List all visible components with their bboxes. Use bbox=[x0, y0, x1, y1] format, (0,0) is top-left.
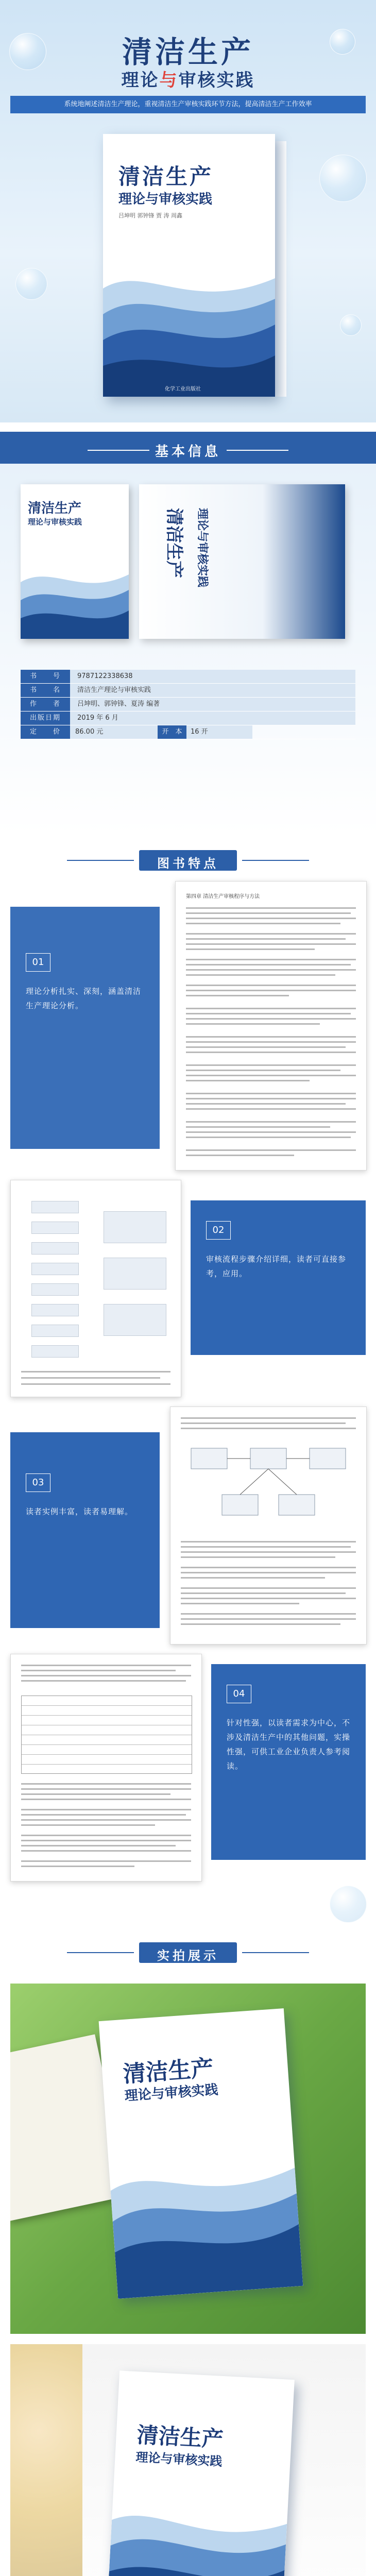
book-spine-view bbox=[139, 484, 345, 639]
cover-authors: 吕坤明 郭钟锋 贾 涛 周鑫 bbox=[118, 212, 182, 219]
info-row-author bbox=[21, 698, 355, 711]
info-key: 书 名 bbox=[21, 684, 70, 697]
photo-cover-title: 清洁生产 bbox=[136, 2422, 224, 2452]
section-title: 基本信息 bbox=[155, 444, 221, 460]
info-value-format: 16 开 bbox=[186, 725, 252, 739]
process-diagram bbox=[186, 1438, 351, 1531]
cover-publisher: 化学工业出版社 bbox=[165, 386, 201, 392]
cover-wave-art bbox=[103, 258, 275, 397]
divider bbox=[227, 450, 288, 451]
feature-card-02 bbox=[191, 1200, 366, 1355]
hero-title-part-a: 理论 bbox=[121, 70, 160, 91]
flat-book-cover bbox=[21, 484, 129, 639]
info-value: 清洁生产理论与审核实践 bbox=[70, 684, 355, 697]
photo-cover-subtitle: 理论与审核实践 bbox=[135, 2450, 223, 2469]
info-key-format: 开 本 bbox=[158, 725, 186, 739]
feature-card-03 bbox=[10, 1432, 160, 1628]
bubble-decoration bbox=[330, 1886, 367, 1923]
bubble-decoration bbox=[319, 155, 367, 202]
hero-title-line2 bbox=[0, 66, 376, 91]
info-value: 9787122338638 bbox=[70, 670, 355, 683]
feature-card-04 bbox=[211, 1664, 366, 1860]
divider bbox=[67, 860, 134, 861]
photo-book-cover bbox=[99, 2008, 303, 2299]
info-row-date bbox=[21, 711, 355, 725]
info-value: 吕坤明、郭钟锋、夏涛 编著 bbox=[70, 698, 355, 711]
info-row-price bbox=[21, 725, 355, 739]
feature-text: 针对性强，以读者需求为中心，不涉及清洁生产中的其他问题，实操性强，可供工业企业负责人参考阅读。 bbox=[227, 1718, 351, 1771]
section-title: 图书特点 bbox=[157, 856, 219, 871]
inside-page-table bbox=[10, 1654, 202, 1882]
info-key: 书 号 bbox=[21, 670, 70, 683]
spine-subtitle: 理论与审核实践 bbox=[196, 508, 209, 588]
info-row-isbn bbox=[21, 670, 355, 684]
feature-number: 02 bbox=[206, 1221, 231, 1240]
divider bbox=[242, 860, 309, 861]
feature-number: 01 bbox=[26, 953, 50, 972]
spine-title: 清洁生产 bbox=[164, 508, 184, 578]
book-cover-3d bbox=[103, 134, 288, 402]
cover-title: 清洁生产 bbox=[118, 164, 214, 189]
flat-cover-wave-art bbox=[21, 562, 129, 639]
bubble-decoration bbox=[15, 268, 47, 300]
info-value: 86.00 元 bbox=[70, 725, 158, 739]
info-key: 定 价 bbox=[21, 725, 70, 739]
bubble-decoration bbox=[340, 314, 362, 336]
info-key: 出版日期 bbox=[21, 711, 70, 725]
hero-title-line1: 清洁生产 bbox=[122, 35, 254, 70]
feature-card-01 bbox=[10, 907, 160, 1149]
book-info-table bbox=[21, 670, 355, 739]
divider bbox=[67, 1952, 134, 1953]
feature-number: 04 bbox=[227, 1685, 251, 1703]
inside-page-diagram bbox=[170, 1406, 367, 1645]
flower-decoration bbox=[10, 2344, 82, 2576]
photo-book-cover bbox=[107, 2370, 295, 2576]
hero-title-and: 与 bbox=[159, 70, 179, 91]
section-header-basic-info bbox=[0, 432, 376, 468]
book-cover bbox=[103, 134, 275, 397]
info-row-title bbox=[21, 684, 355, 698]
hero-banner bbox=[0, 0, 376, 422]
section-header-real-shots bbox=[0, 1937, 376, 1968]
hero-slogan-band: 系统地阐述清洁生产理论，重视清洁生产审核实践环节方法，提高清洁生产工作效率 bbox=[10, 96, 366, 113]
feature-text: 理论分析扎实、深刻，涵盖清洁生产理论分析。 bbox=[26, 987, 142, 1010]
info-value: 2019 年 6 月 bbox=[70, 711, 355, 725]
photo-book-on-grass bbox=[10, 1984, 366, 2334]
basic-info-section bbox=[0, 464, 376, 835]
photo-cover-wave-art bbox=[107, 2499, 288, 2576]
section-header-features bbox=[0, 845, 376, 876]
section-title: 实拍展示 bbox=[157, 1948, 219, 1963]
inside-page-preview bbox=[175, 881, 367, 1171]
feature-text: 审核流程步骤介绍详细，读者可直接参考，应用。 bbox=[206, 1255, 347, 1278]
cover-subtitle: 理论与审核实践 bbox=[118, 192, 213, 207]
flat-cover-subtitle: 理论与审核实践 bbox=[28, 517, 82, 527]
photo-cover-subtitle: 理论与审核实践 bbox=[124, 2082, 219, 2105]
divider bbox=[242, 1952, 309, 1953]
inside-page-flowchart bbox=[10, 1180, 181, 1397]
feature-number: 03 bbox=[26, 1473, 50, 1492]
hero-title-part-b: 审核实践 bbox=[178, 70, 255, 91]
page-heading: 第四章 清洁生产审核程序与方法 bbox=[186, 894, 260, 900]
flat-cover-title: 清洁生产 bbox=[28, 501, 82, 516]
data-table-figure bbox=[21, 1696, 192, 1774]
photo-cover-wave-art bbox=[108, 2147, 303, 2298]
info-key: 作 者 bbox=[21, 698, 70, 711]
feature-text: 读者实例丰富，读者易理解。 bbox=[26, 1507, 133, 1516]
photo-cover-title: 清洁生产 bbox=[122, 2055, 215, 2088]
photo-book-with-flowers bbox=[10, 2344, 366, 2576]
